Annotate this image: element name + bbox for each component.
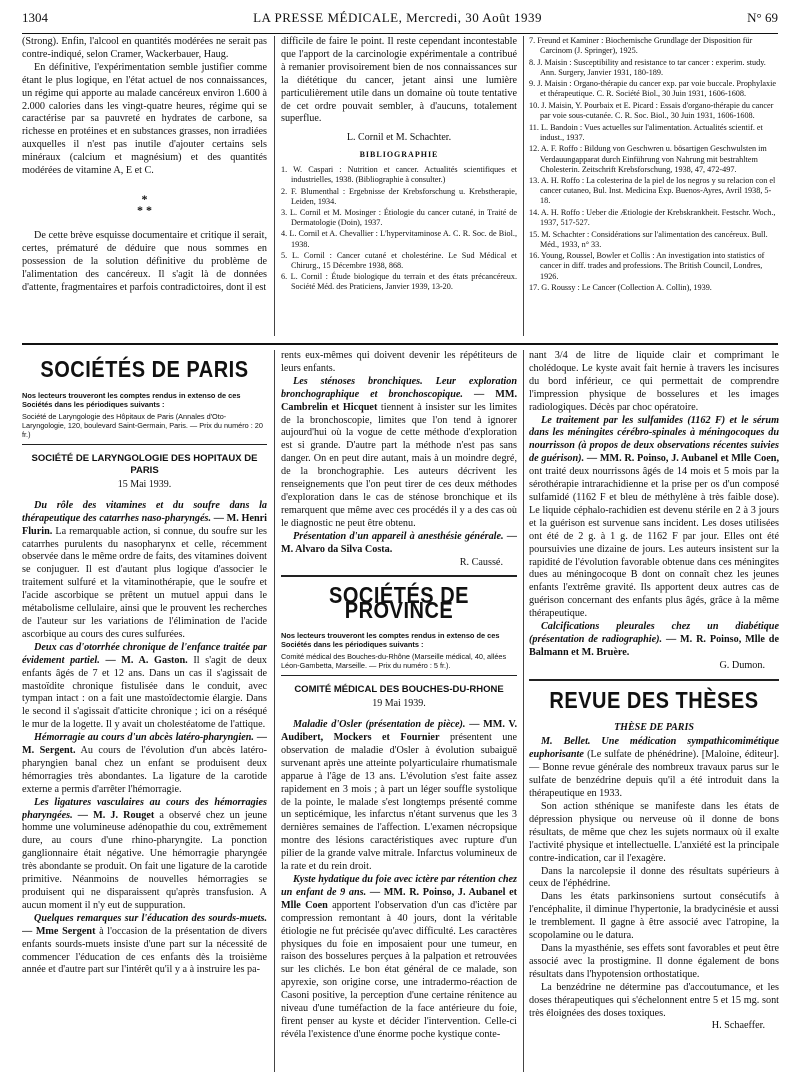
communication-authors: — M. R. Poinso, Mlle de Balmann et M. Bruère. (529, 633, 779, 658)
bibliography-entry: 6. L. Cornil : Étude biologique du terrain et des états précancéreux. Société Méd. des Praticiens, Janvier 1939, 13-20. (281, 272, 517, 292)
column-divider (274, 350, 275, 1072)
communication-body: présentent une observation de maladie d'Osler à évolution subaiguë survenant après une atteinte polyarticulaire rhumatismale apparue à l'âge de 13 ans. L'évolution s'est faite assez rapidement en 3 mois ; à part un léger souffle systolique de la pointe, le malade s'est longtemps présenté comme un septicémique, les infarctus n'étant survenus que les 3 dernières semaines de l'affection. L'examen nécropsique montre des lésions caractéristiques avec rupture d'un pilier de la grande valve mitrale. Infarctus volumineux de la rate et du rein droit. (281, 732, 517, 873)
issue-number: N° 69 (747, 10, 778, 25)
communication-authors: — M. A. Gaston. (105, 654, 188, 666)
communication-body: apportent l'observation d'un cas d'ictère par compression remontant à 40 jours, dont la véritable étiologie ne fut précisée qu'avec difficulté. Les caractères physiques du foie en imposaient pour une tumeur, en raison des bosselures perçues à la palpation et retrouvées sur les clichés. Le bon état général de ce malade, son apyrexie, son origine corse, une intradermo-réaction de Casoni positive, la perception d'une certaine rénitence au niveau d'une tuméfaction de la face antérieure du foie, firent penser au kyste et décider l'intervention. Celle-ci révéla l'existence d'une énorme poche kystique conte- (281, 899, 517, 1040)
societes-province-notice (281, 631, 517, 670)
paragraph: Dans les états parkinsoniens surtout consécutifs à l'encéphalite, il diminue l'hypertonie, la bradycinésie et aussi le tremblement. Il gagne à être associé avec l'atropine, la scopolamine ou le datura. (529, 891, 779, 942)
communication-title: Calcifications pleurales chez un diabétique (présentation de radiographie). (529, 621, 779, 645)
communication-authors: — M. Sergent. (22, 732, 267, 757)
communication-authors: — MM. Cambrelin et Hicquet (281, 388, 517, 413)
communication (281, 719, 517, 874)
notice-lead: Nos lecteurs trouveront les comptes rendus in extenso de ces Sociétés dans les périodiques suivants : (281, 631, 500, 650)
section-title-societes-paris: SOCIÉTÉS DE PARIS (40, 357, 249, 383)
communication-title: Présentation d'un appareil à anesthésie générale. (293, 530, 504, 542)
bibliography-entry: 4. L. Cornil et A. Chevallier : L'hypervitaminose A. C. R. Soc. de Biol., 1938. (281, 229, 517, 249)
communication-body: Il s'agit de deux enfants âgés de 7 et 12 ans. Dans un cas il s'agissait de mastoïdite chronique fistulisée dans le conduit, avec tympan intact : on a fait une mastoïdectomie élargie. Dans le second il s'agissait d'atticite chronique ; ici on a réséqué le mur de la logette. Il y avait un cholestéatome de l'attique. (22, 654, 267, 731)
thesis-body: (Le sulfate de phénédrine). [Maloine, éditeur]. — Bonne revue générale des nombreux travaux parus sur le sulfate de benzédrine depuis qu'il a été introduit dans la thérapeutique en 1933. (529, 749, 779, 800)
paragraph: Dans la myasthénie, ses effets sont favorables et peut être associé avec la prostigmine. Il donne également de bons résultats dans l'hypotension orthostatique. (529, 942, 779, 980)
section-title-societes-province: SOCIÉTÉS DE PROVINCE (329, 583, 469, 624)
communication (529, 621, 779, 660)
society-heading: COMITÉ MÉDICAL DES BOUCHES-DU-RHONE (294, 684, 504, 696)
reference-entry: 15. M. Schachter : Considérations sur l'alimentation des cancéreux. Bull. Méd., 1933, n° 33. (529, 229, 768, 249)
journal-title: LA PRESSE MÉDICALE, Mercredi, 30 Août 1939 (253, 10, 543, 25)
section-title-revue-des-theses: REVUE DES THÈSES (549, 687, 759, 714)
bibliography-entry: 5. L. Cornil : Cancer cutané et cholestérine. Le Sud Médical et Chirurg., 15 Décembre 1938, 868. (281, 250, 517, 270)
communication (22, 797, 267, 913)
communication-title: Le traitement par les sulfamides (1162 F) et le sérum dans les méningites cérébro-spinales à méningocoques du nourrisson (à propos de deux observations récentes suivies de guérison). (529, 414, 779, 465)
communication-title: Hémorragie au cours d'un abcès latéro-pharyngien. (34, 732, 254, 744)
column-divider (274, 36, 275, 336)
divider (529, 679, 779, 681)
paragraph: La benzédrine ne détermine pas d'accoutumance, et les doses thérapeutiques qui s'échelonnent entre 5 et 15 mg. sont très éloignées des doses toxiques. (529, 981, 779, 1019)
communication-body: Au cours de l'évolution d'un abcès latéro-pharyngien banal chez un enfant se produisent deux hémorragies très abondantes. La ligature de la carotide externe a permis d'arrêter l'hémorragie. (22, 745, 267, 795)
communication (281, 874, 517, 1042)
communication-title: Maladie d'Osler (présentation de pièce). (293, 719, 466, 731)
reference-entry: 8. J. Maisin : Susceptibility and resistance to tar cancer : experim. study. Ann. Surgery, Janvier 1931, 180-189. (529, 57, 766, 77)
communication-body: La remarquable action, si connue, du soufre sur les catarrhes purulents du nasopharynx et celle, récemment observée dans le même ordre de faits, des vitamines doivent se conjuguer. Il est d'autant plus logique d'associer le traitement sulfuré et la vitaminothérapie, que le soufre et l'acide ascorbique se prêtent un mutuel appui dans le métabolisme cellulaire, ainsi que le prouvent les recherches de l'auteur sur les variations de l'élimination de l'acide ascorbique au cours des cures sulfurées. (22, 525, 267, 640)
thesis-title: M. Bellet. Une médication sympathicomimétique euphorisante (529, 736, 779, 761)
thesis-subheading: THÈSE DE PARIS (614, 721, 694, 733)
notice-text: Société de Laryngologie des Hôpitaux de Paris (Annales d'Oto-Laryngologie, 120, boulevard Saint-Germain, Paris. — Prix du numéro : 20 fr.) (22, 411, 263, 439)
paragraph: Son action sthénique se manifeste dans les états de dépression physique ou nerveuse où il donne de bons résultats, de même que chez les sujets normaux où il exalte l'activité physique et intellectuelle. L'anxiété est la principale contre-indication, car il l'exagère. (529, 801, 779, 864)
reference-entry: 7. Freund et Kaminer : Biochemische Grundlage der Disposition für Carcinom (J. Springer), 1925. (529, 36, 753, 56)
reference-entry: 13. A. H. Roffo : La colesterina de la piel de los negros y su relacion con el cancer cutaneo, Bul. Inst. Medicina Exp. Buenos-Ayres, Avril 1938, 5-18. (529, 176, 776, 206)
communication-title: Du rôle des vitamines et du soufre dans la thérapeutique des catarrhes naso-pharyngés. (22, 499, 267, 524)
reference-entry: 10. J. Maisin, Y. Pourbaix et E. Picard : Essais d'organo-thérapie du cancer par voie sous-cutanée. C. R. Soc. Biol., 30 Juin 1931, 1606-1608. (529, 101, 774, 121)
header-rule (22, 33, 778, 34)
reference-entry: 16. Young, Roussel, Bowler et Collis : An investigation into statistics of cancer in diff. trades and professions. The British Council, Londres, 1926. (529, 251, 765, 281)
communication (22, 642, 267, 732)
page-number: 1304 (22, 10, 48, 25)
communication-authors: — M. Alvaro da Silva Costa. (281, 530, 517, 555)
bibliography-entry: 1. W. Caspari : Nutrition et cancer. Actualités scientifiques et industrielles, 1938. (Bibliographie à consulter.) (281, 165, 517, 185)
section-separator: * * * (137, 191, 152, 217)
section-signature: G. Dumon. (719, 659, 765, 671)
paragraph: Dans la narcolepsie il donne des résultats supérieurs à ceux de l'éphédrine. (529, 865, 779, 890)
session-date: 19 Mai 1939. (372, 698, 426, 710)
section-rule (22, 343, 778, 345)
communication (281, 376, 517, 531)
divider (281, 575, 517, 577)
communication-body: à l'occasion de la présentation de divers enfants sourds-muets insiste d'une part sur la nécessité de commencer l'éducation de ces enfants dès la troisième année et d'autre part sur l'intérêt qu'il y a à instruire les pa- (22, 925, 267, 976)
section-signature: H. Schaeffer. (711, 1020, 765, 1032)
top-column-1 (22, 36, 267, 341)
society-heading: SOCIÉTÉ DE LARYNGOLOGIE DES HOPITAUX DE PARIS (31, 452, 258, 476)
thesis-intro (529, 736, 779, 801)
notice-text: Comité médical des Bouches-du-Rhône (Marseille médical, 40, allées Léon-Gambetta, Marseille. — Prix du numéro : 5 fr.). (281, 652, 507, 671)
reference-entry: 11. L. Bandoin : Vues actuelles sur l'alimentation. Actualités scientif. et indust., 1937. (529, 122, 763, 142)
communication-body: a observé chez un jeune homme une volumineuse adénopathie du cou, extrêmement dure, au cours d'une rhino-pharyngite. La ponction ganglionnaire était négative. Une hémorragie pharyngée très abondante se produit. On fait une ligature de la carotide primitive. Néanmoins de nouvelles hémorragies se produisent qui ne disparaissent qu'après transfusion. A aucun moment il n'y eut de suppuration. (22, 809, 267, 911)
communication-authors: — M. J. Rouget (77, 809, 155, 821)
notice-lead: Nos lecteurs trouveront les comptes rendus in extenso de ces Sociétés dans les périodiques suivants : (22, 390, 241, 409)
communication (281, 531, 517, 557)
reference-entry: 14. A. H. Roffo : Ueber die Ætiologie der Krebskrankheit. Festschr. Woch., 1937, 517-527. (529, 208, 776, 228)
divider (22, 444, 267, 445)
paragraph: difficile de faire le point. Il reste cependant incontestable que l'apport de la carcinologie expérimentale a contribué à remanier provisoirement bien de nos connaissances sur la diététique du cancer, jetant ainsi une lumière particulièrement utile dans un domaine où toute tentative de cet ordre pouvait sembler, à d'aucuns, totalement superflue. (281, 36, 517, 125)
bibliography-entry: 2. F. Blumenthal : Ergebnisse der Krebsforschung u. Krebstherapie, Leiden, 1934. (281, 186, 517, 206)
top-column-2 (281, 36, 517, 341)
paragraph: (Strong). Enfin, l'alcool en quantités modérées ne serait pas contre-indiqué, selon Cramer, Wackerbauer, Haug. (22, 36, 267, 60)
communication-title: Les ligatures vasculaires au cours des hémorragies pharyngées. (22, 796, 267, 821)
communication (22, 500, 267, 642)
bottom-column-3 (529, 350, 779, 1072)
article-signature: L. Cornil et M. Schachter. (346, 132, 452, 144)
paragraph: rents eux-mêmes qui doivent devenir les répétiteurs de leurs enfants. (281, 350, 517, 374)
communication-authors: — MM. R. Poinso, J. Aubanel et Mlle Coen (281, 886, 517, 911)
communication-title: Kyste hydatique du foie avec ictère par rétention chez un enfant de 9 ans. (281, 874, 517, 898)
references-list (529, 36, 779, 341)
reference-entry: 12. A. F. Roffo : Bildung von Geschwren u. bösartigen Geschwulsten im Verdauungapparat durch Einführung von Nahrung mit bestrahltem Cholesterin. Zeitschrift Krebsforschung, 1938, 47, 472-497. (529, 144, 767, 174)
bibliography-entry: 3. L. Cornil et M. Mosinger : Étiologie du cancer cutané, in Traité de Dermatologie (Doin), 1937. (281, 207, 517, 228)
running-header (22, 6, 778, 30)
communication-authors: — Mme Sergent (22, 925, 96, 937)
reference-entry: 9. J. Maisin : Organo-thérapie du cancer exp. par voie buccale. Prophylaxie et thérapeutique. C. R. Société Biol., 30 Juin 1931, 1606-1608. (529, 79, 776, 99)
bibliography-list (281, 165, 517, 292)
paragraph: En définitive, l'expérimentation semble justifier comme étant le plus logique, en l'état actuel de nos connaissances, un régime qui apporte au malade cancéreux environ 1.600 à 2.000 calories dans les vingt-quatre heures, régime qui se caractérise par sa pauvreté en hydrates de carbone, sa richesse en protéines et en substances grasses, non irradiées auxquelles il n'est pas inutile d'ajouter certains sels minéraux (calcium et magnésium) et des quantités modérées de vitamine A, E et C. (22, 61, 267, 177)
communication (22, 732, 267, 797)
bottom-column-1 (22, 350, 267, 1072)
section-signature: R. Caussé. (459, 556, 503, 568)
communication-title: Quelques remarques sur l'éducation des sourds-muets. (34, 912, 267, 924)
communication-title: Les sténoses bronchiques. Leur exploration bronchographique et bronchoscopique. (281, 375, 517, 400)
bibliography-heading: BIBLIOGRAPHIE (359, 150, 439, 160)
bottom-column-2 (281, 350, 517, 1072)
communication (22, 913, 267, 978)
divider (281, 675, 517, 676)
communication-title: Deux cas d'otorrhée chronique de l'enfance traitée par évidement partiel. (22, 641, 267, 666)
communication (529, 415, 779, 622)
paragraph: De cette brève esquisse documentaire et critique il serait, certes, prématuré de déduire que nous sommes en possession de la solution définitive du problème de l'alimentation des cancéreux. Il s'agit là de données d'attente, fragmentaires et parfois contradictoires, dont il est (22, 229, 267, 293)
column-divider (523, 36, 524, 336)
communication-authors: — M. Henri Flurin. (22, 512, 267, 537)
communication-authors: — MM. R. Poinso, J. Aubanel et Mlle Coen, (586, 453, 779, 465)
session-date: 15 Mai 1939. (117, 478, 172, 490)
communication-authors: — MM. V. Audibert, Mockers et Fournier (281, 719, 517, 744)
column-divider (523, 350, 524, 1072)
reference-entry: 17. G. Roussy : Le Cancer (Collection A. Collin), 1939. (529, 283, 712, 293)
paragraph: nant 3/4 de litre de liquide clair et comprimant le cholédoque. Le kyste avait fait hernie à travers les incisures du bord inférieur, ce qui permettait de comprendre l'impression physique de bosselures et les images radiologiques. Décès par choc opératoire. (529, 350, 779, 413)
societes-paris-notice (22, 391, 267, 439)
communication-body: tiennent à insister sur les limites de la bronchoscopie, limites que l'on tend à ignorer aujourd'hui où la vogue de cette méthode d'exploration est si grande. D'autre part la méthode n'est pas sans danger. On en peut dire autant, mais à un moindre degré, de la bronchographie. Les auteurs décrivent les renseignements que l'on peut tirer de ces deux méthodes d'exploration dans le cas de sténose bronchique et ils remarquent que même avec ces procédés il y a des cas où le diagnostic ne peut être obtenu. (281, 401, 517, 529)
communication-body: ont traité deux nourrissons âgés de 14 mois et 5 mois par la sérothérapie intrarachidienne et la prise per os d'un composé sulfamidé (1162 F et bleu de méthylène à très faible dose). Le liquide céphalo-rachidien est devenu stérile en 2 à 3 jours et la guérison est survenue sans incident. Les doses utilisées ont été de 2 g. à 1 g. de 1162 F par jour. Elles ont été poursuivies une dizaine de jours. Les auteurs insistent sur la rapidité de l'évolution favorable obtenue dans ces méningites dues au méningocoque B dont on connaît chez les jeunes enfants l'extrême gravité. Ils apportent deux autres cas de guérison concernant des enfants plus âgés, grâce à la même thérapeutique. (529, 466, 779, 620)
